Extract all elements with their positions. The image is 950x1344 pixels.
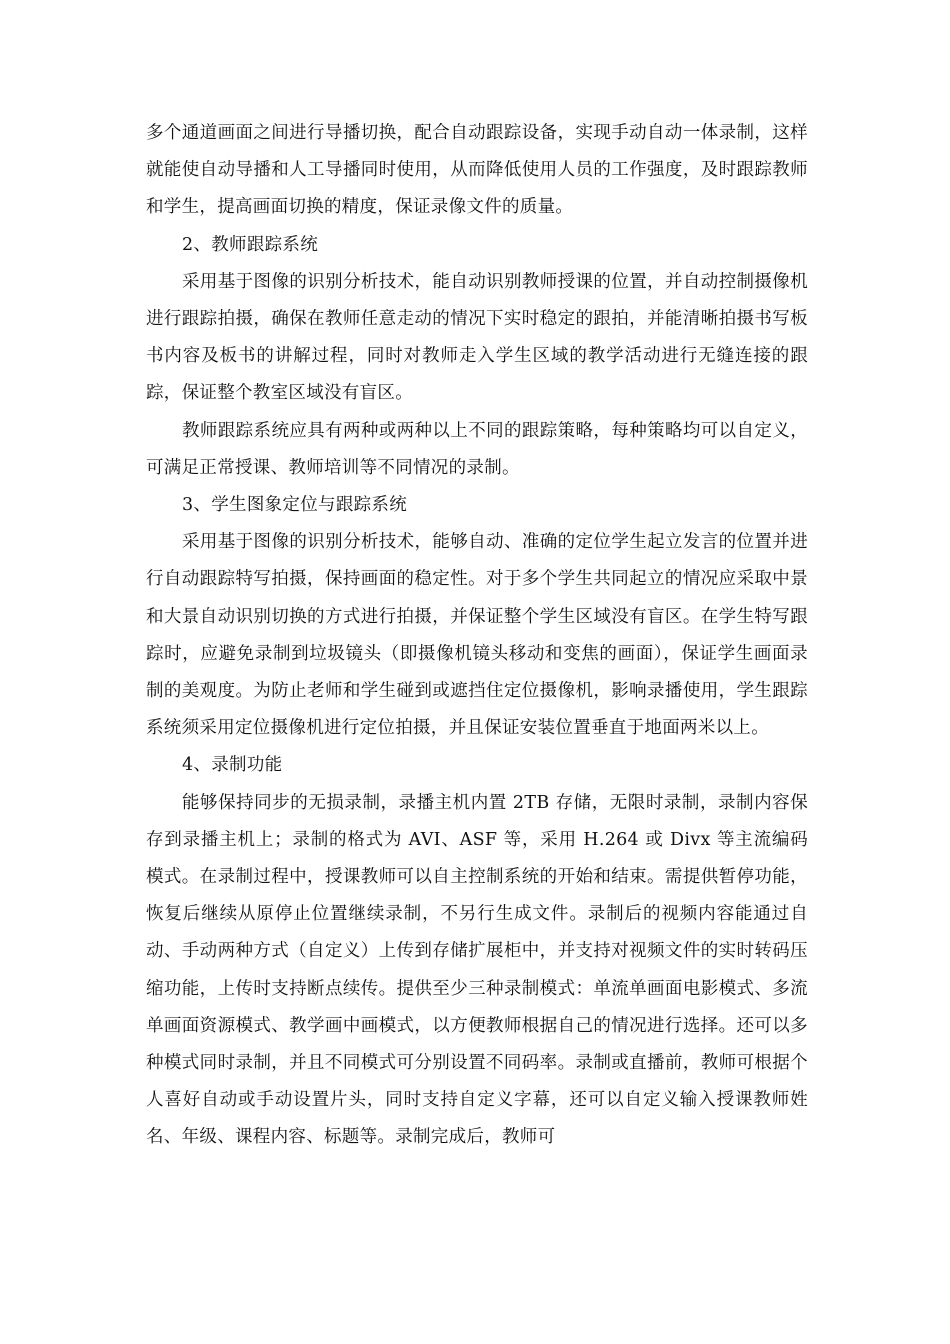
paragraph-student-tracking: 采用基于图像的识别分析技术，能够自动、准确的定位学生起立发言的位置并进行自动跟踪特写拍摄，保持画面的稳定性。对于多个学生共同起立的情况应采取中景和大景自动识别切换的方式进行拍摄，并保证整个学生区域没有盲区。在学生特写跟踪时，应避免录制到垃圾镜头（即摄像机镜头移动和变焦的画面），保证学生画面录制的美观度。为防止老师和学生碰到或遮挡住定位摄像机，影响录播使用，学生跟踪系统须采用定位摄像机进行定位拍摄，并且保证安装位置垂直于地面两米以上。 — [146, 532, 808, 739]
paragraph-tracking-strategies: 教师跟踪系统应具有两种或两种以上不同的跟踪策略，每种策略均可以自定义，可满足正常授课、教师培训等不同情况的录制。 — [146, 420, 808, 478]
document-body — [146, 115, 808, 1157]
section-heading-recording: 4、录制功能 — [182, 755, 283, 776]
paragraph-teacher-tracking: 采用基于图像的识别分析技术，能自动识别教师授课的位置，并自动控制摄像机进行跟踪拍摄，确保在教师任意走动的情况下实时稳定的跟拍，并能清晰拍摄书写板书内容及板书的讲解过程，同时对教师走入学生区域的教学活动进行无缝连接的跟踪，保证整个教室区域没有盲区。 — [146, 271, 808, 404]
paragraph-guided-switching: 多个通道画面之间进行导播切换，配合自动跟踪设备，实现手动自动一体录制，这样就能使自动导播和人工导播同时使用，从而降低使用人员的工作强度，及时跟踪教师和学生，提高画面切换的精度，保证录像文件的质量。 — [146, 123, 808, 218]
section-heading-teacher-tracking: 2、教师跟踪系统 — [182, 234, 319, 255]
section-heading-student-tracking: 3、学生图象定位与跟踪系统 — [182, 495, 408, 516]
paragraph-recording-function: 能够保持同步的无损录制，录播主机内置 2TB 存储，无限时录制，录制内容保存到录播主机上；录制的格式为 AVI、ASF 等，采用 H.264 或 Divx 等主流编码模式。在录制过程中，授课教师可以自主控制系统的开始和结束。需提供暂停功能，恢复后继续从原停止位置继续录制，不另行生成文件。录制后的视频内容能通过自动、手动两种方式（自定义）上传到存储扩展柜中，并支持对视频文件的实时转码压缩功能，上传时支持断点续传。提供至少三种录制模式：单流单画面电影模式、多流单画面资源模式、教学画中画模式，以方便教师根据自己的情况进行选择。还可以多种模式同时录制，并且不同模式可分别设置不同码率。录制或直播前，教师可根据个人喜好自动或手动设置片头，同时支持自定义字幕，还可以自定义输入授课教师姓名、年级、课程内容、标题等。录制完成后，教师可 — [146, 792, 808, 1148]
